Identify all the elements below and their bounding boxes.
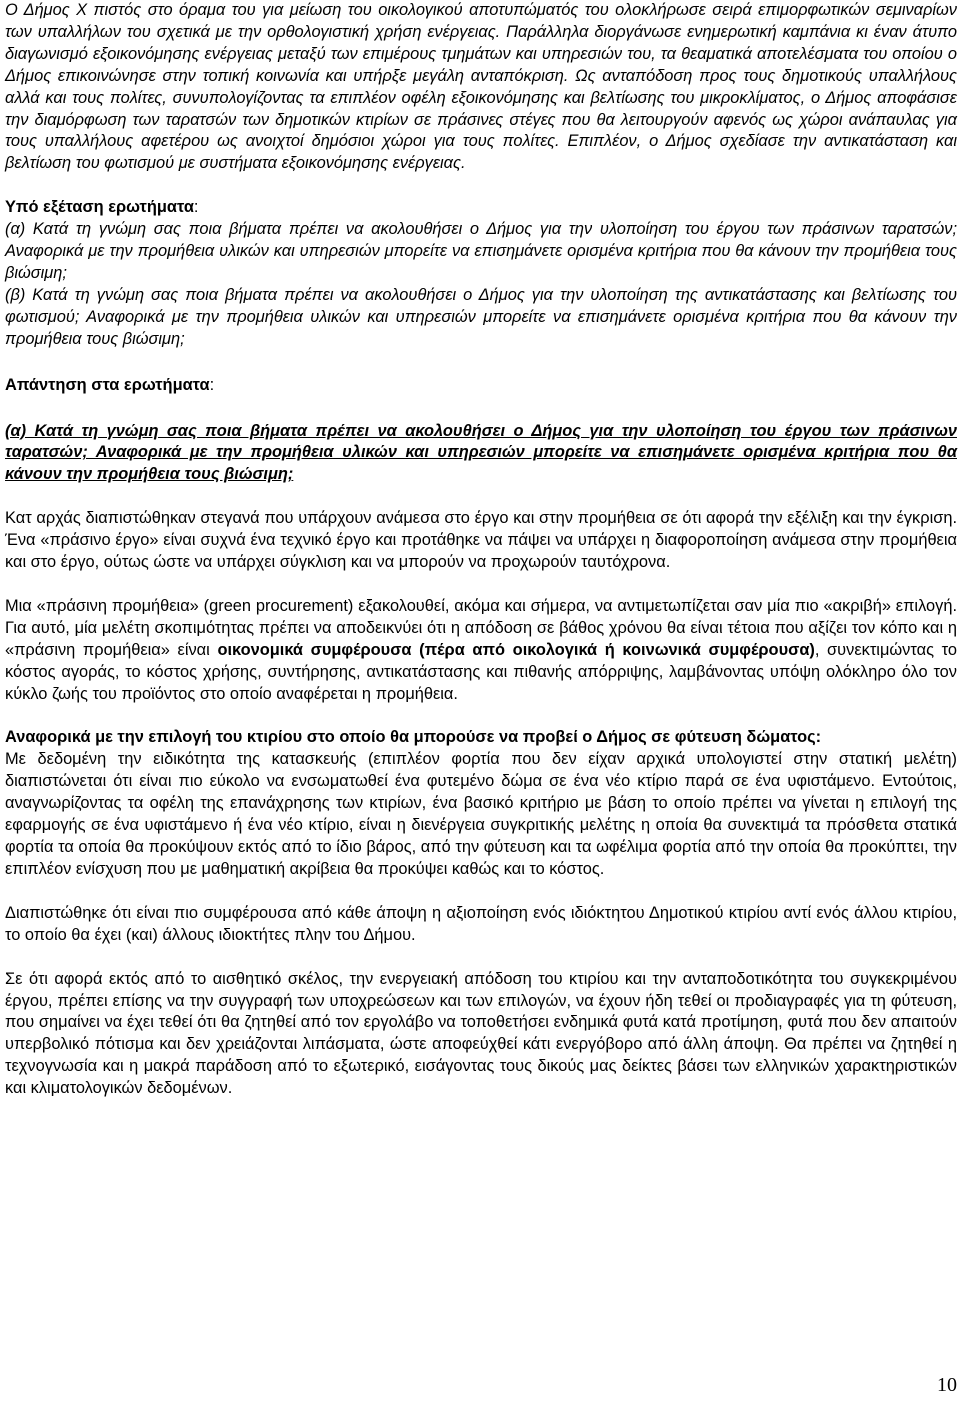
answer-paragraph-2-emphasis: οικονομικά συμφέρουσα (πέρα από οικολογικά ή κοινωνικά συμφέρουσα) [217,640,815,659]
questions-heading-colon: : [193,198,199,217]
question-b: (β) Κατά τη γνώμη σας ποια βήματα πρέπει να ακολουθήσει ο Δήμος για την υλοποίηση της αντικατάστασης και βελτίωσης του φωτισμού; Αναφορικά με την προμήθεια υλικών και υπηρεσιών μπορείτε να επισημάνετε ορισμένα κριτήρια που θα κάνουν την προμήθεια τους βιώσιμη; [5,285,957,348]
answer-paragraph-4: Διαπιστώθηκε ότι είναι πιο συμφέρουσα από κάθε άποψη η αξιοποίηση ενός ιδιόκτητου Δημοτικού κτιρίου αντί ενός άλλου κτιρίου, το οποίο θα έχει (και) άλλους ιδιοκτήτες πλην του Δήμου. [5,903,957,944]
building-selection-heading: Αναφορικά με την επιλογή του κτιρίου στο οποίο θα μπορούσε να προβεί ο Δήμος σε φύτευση δώματος: [5,728,822,747]
page-number: 10 [937,1374,957,1396]
answer-paragraph-3: Με δεδομένη την ειδικότητα της κατασκευής (επιπλέον φορτία που δεν είχαν αρχικά υπολογιστεί στην στατική μελέτη) διαπιστώνεται ότι είναι πιο εύκολο να ενσωματωθεί ένα φυτεμένο δώμα σε ένα νέο κτίριο παρά σε ένα υφιστάμενο. Εντούτοις, αναγνωρίζοντας τα οφέλη της επανάχρησης των κτιρίων, ένα βασικό κριτήριο με βάση το οποίο πρέπει να γίνεται η επιλογή της εφαρμογής σε ένα υφιστάμενο ή ένα νέο κτίριο, είναι η διενέργεια συγκριτικής μελέτης η οποία θα συνεκτιμά τα πρόσθετα στατικά φορτία τα οποία θα προκύψουν εκτός από το ίδιο βάρος, από την φύτευση και τα ωφέλιμα φορτία από την οποία θα προκύπτει, την επιπλέον ενίσχυση που με μαθηματική ακρίβεια θα προκύψει καθώς και το κόστος. [5,750,957,878]
document-page [5,0,957,1100]
question-a: (α) Κατά τη γνώμη σας ποια βήματα πρέπει να ακολουθήσει ο Δήμος για την υλοποίηση του έργου των πράσινων ταρατσών; Αναφορικά με την προμήθεια υλικών και υπηρεσιών μπορείτε να επισημάνετε ορισμένα κριτήρια που θα κάνουν την προμήθεια τους βιώσιμη; [5,220,957,282]
answers-heading: Απάντηση στα ερωτήματα [5,375,210,394]
answer-paragraph-2-start: Μια «πράσινη προμήθεια» (green procurement) εξακολουθεί, ακόμα και σήμερα, να αντιμετωπίζεται σαν μία πιο «ακριβή» επιλογή. Για αυτό, μία μελέτη σκοπιμότητας πρέπει να αποδεικνύει ότι η απόδοση σε βάθος χρόνου θα είναι τέτοια που αξίζει τον κόπο και η «πράσινη προμήθεια» είναι [5,596,957,659]
questions-heading: Υπό εξέταση ερωτήματα [5,198,194,217]
questions-heading-line [5,197,957,219]
answer-paragraph-2-end: , συνεκτιμώντας το κόστος αγοράς, το κόστος χρήσης, συντήρησης, αντικατάστασης και πιθανής απόρριψης, λαμβάνοντας υπόψη ολόκληρο όλο τον κύκλο ζωής του προϊόντος στο οποίο αναφέρεται η προμήθεια. [5,640,957,703]
answer-paragraph-5: Σε ότι αφορά εκτός από το αισθητικό σκέλος, την ενεργειακή απόδοση του κτιρίου και την ανταποδοτικότητα του συγκεκριμένου έργου, πρέπει επίσης να την συγγραφή των υποχρεώσεων και των επιλογών, να έχουν ήδη τεθεί οι προδιαγραφές για τη φύτευση, που σημαίνει να έχει τεθεί ότι θα ζητηθεί από τον εργολάβο να τοποθετήσει ενδημικά φυτά κατά προτίμηση, φυτά που δεν απαιτούν υπερβολικό πότισμα και δεν χρειάζονται λιπάσματα, ώστε αποφεύχθεί κάτι ενεργόβορο από άλλη άποψη. Θα πρέπει να ζητηθεί η τεχνογνωσία και η μακρά παράδοση από το εξωτερικό, εισάγοντας τους δικούς μας δείκτες βάσει των ελληνικών χαρακτηριστικών και κλιματολογικών δεδομένων. [5,969,957,1098]
answers-heading-colon: : [209,375,215,394]
answer-paragraph-1: Κατ αρχάς διαπιστώθηκαν στεγανά που υπάρχουν ανάμεσα στο έργο και στην προμήθεια σε ότι αφορά την εξέλιξη και την έγκριση. Ένα «πράσινο έργο» είναι συχνά ένα τεχνικό έργο και προτάθηκε να πάψει να υπάρχει η διαφοροποίηση ανάμεσα στην προμήθεια και στο έργο, ούτως ώστε να υπάρχει σύγκλιση και να μπορούν να προχωρούν ταυτόχρονα. [5,509,957,572]
answer-paragraph-2 [5,596,957,706]
intro-paragraph: Ο Δήμος Χ πιστός στο όραμα του για μείωση του οικολογικού αποτυπώματός του ολοκλήρωσε σειρά επιμορφωτικών σεμιναρίων των υπαλλήλων του σχετικά με την ορθολογιστική χρήση ενέργειας. Παράλληλα διοργάνωσε ενημερωτική καμπάνια κι έναν άτυπο διαγωνισμό εξοικονόμησης ενέργειας μεταξύ των επιμέρους τμημάτων και υπηρεσιών του, τα θεαματικά αποτελέσματα του οποίου ο Δήμος επικοινώνησε στην τοπική κοινωνία και υπήρξε μεγάλη ανταπόκριση. Ως ανταπόδοση προς τους δημοτικούς υπαλλήλους αλλά και τους πολίτες, συνυπολογίζοντας τα επιπλέον οφέλη εξοικονόμησης και βελτίωσης του μικροκλίματος, ο Δήμος αποφάσισε την διαμόρφωση των ταρατσών των δημοτικών κτιρίων σε πράσινες στέγες που θα λειτουργούν αφενός ως χώροι ανάπαυλας για τους υπαλλήλους αφετέρου ως ανοιχτοί δημόσιοι χώροι για τους πολίτες. Επιπλέον, ο Δήμος σχεδίασε την αντικατάσταση και βελτίωση του φωτισμού με συστήματα εξοικονόμησης ενέργειας. [5,1,957,173]
answer-a-question: (α) Κατά τη γνώμη σας ποια βήματα πρέπει να ακολουθήσει ο Δήμος για την υλοποίηση του έργου των πράσινων ταρατσών; Αναφορικά με την προμήθεια υλικών και υπηρεσιών μπορείτε να επισημάνετε ορισμένα κριτήρια που θα κάνουν την προμήθεια τους βιώσιμη; [5,421,957,484]
answers-heading-line [5,375,957,397]
